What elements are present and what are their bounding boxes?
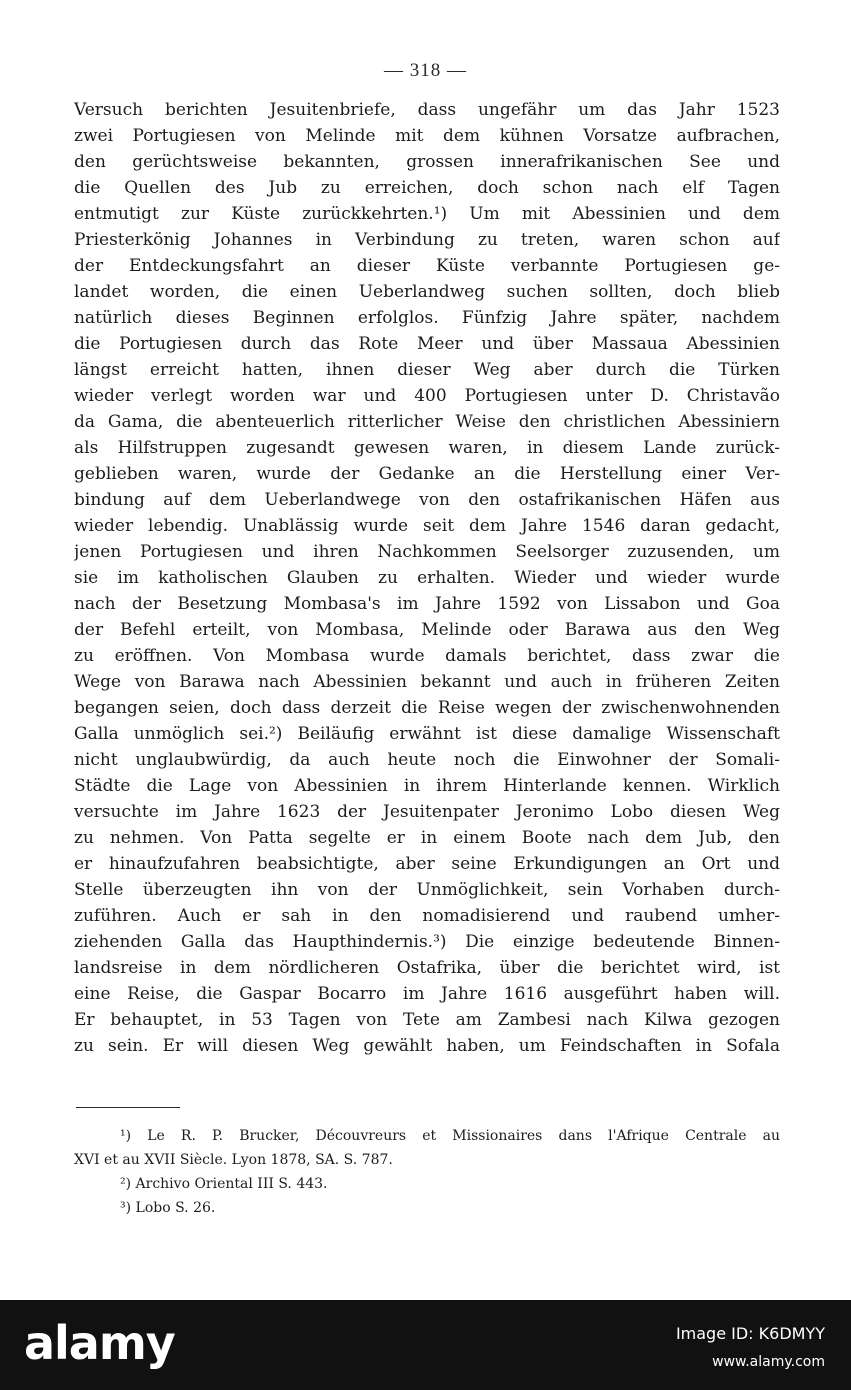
text-line: nach der Besetzung Mombasa's im Jahre 1592 von Lissabon und Goa xyxy=(74,594,780,614)
main-text-block xyxy=(74,97,780,1059)
text-line: Priesterkönig Johannes in Verbindung zu treten, waren schon auf xyxy=(74,230,780,250)
text-line: die Quellen des Jub zu erreichen, doch schon nach elf Tagen xyxy=(74,178,780,198)
text-line: eine Reise, die Gaspar Bocarro im Jahre 1616 ausgeführt haben will. xyxy=(74,984,780,1004)
text-line: den gerüchtsweise bekannten, grossen innerafrikanischen See und xyxy=(74,152,780,172)
alamy-logo: alamy xyxy=(24,1316,175,1370)
image-id-label: Image ID: K6DMYY xyxy=(675,1324,825,1343)
text-line: als Hilfstruppen zugesandt gewesen waren, in diesem Lande zurück- xyxy=(74,438,780,458)
text-line: jenen Portugiesen und ihren Nachkommen Seelsorger zuzusenden, um xyxy=(74,542,780,562)
text-line: zu sein. Er will diesen Weg gewählt haben, um Feindschaften in Sofala xyxy=(74,1036,780,1056)
text-line: begangen seien, doch dass derzeit die Reise wegen der zwischenwohnenden xyxy=(74,698,780,718)
watermark-url: www.alamy.com xyxy=(712,1354,825,1370)
text-line: Er behauptet, in 53 Tagen von Tete am Zambesi nach Kilwa gezogen xyxy=(74,1010,780,1030)
text-line: zu eröffnen. Von Mombasa wurde damals berichtet, dass zwar die xyxy=(74,646,780,666)
text-line: die Portugiesen durch das Rote Meer und über Massaua Abessinien xyxy=(74,334,780,354)
text-line: sie im katholischen Glauben zu erhalten. Wieder und wieder wurde xyxy=(74,568,780,588)
text-line: ziehenden Galla das Haupthindernis.³) Die einzige bedeutende Binnen- xyxy=(74,932,780,952)
text-line: der Befehl erteilt, von Mombasa, Melinde oder Barawa aus den Weg xyxy=(74,620,780,640)
footnote-3: ³) Lobo S. 26. xyxy=(120,1200,216,1216)
text-line: entmutigt zur Küste zurückkehrten.¹) Um mit Abessinien und dem xyxy=(74,204,780,224)
text-line: natürlich dieses Beginnen erfolglos. Fünfzig Jahre später, nachdem xyxy=(74,308,780,328)
text-line: da Gama, die abenteuerlich ritterlicher Weise den christlichen Abessiniern xyxy=(74,412,780,432)
text-line: wieder verlegt worden war und 400 Portugiesen unter D. Christavão xyxy=(74,386,780,406)
text-line: zuführen. Auch er sah in den nomadisierend und raubend umher- xyxy=(74,906,780,926)
text-line: der Entdeckungsfahrt an dieser Küste verbannte Portugiesen ge- xyxy=(74,256,780,276)
footnotes xyxy=(74,1124,780,1220)
footnote-1-line-2: XVI et au XVII Siècle. Lyon 1878, SA. S. 787. xyxy=(74,1152,393,1168)
footnote-1-line-1: ¹) Le R. P. Brucker, Découvreurs et Missionaires dans l'Afrique Centrale au xyxy=(120,1128,780,1144)
text-line: nicht unglaubwürdig, da auch heute noch die Einwohner der Somali- xyxy=(74,750,780,770)
text-line: Versuch berichten Jesuitenbriefe, dass ungefähr um das Jahr 1523 xyxy=(74,100,780,120)
text-line: zu nehmen. Von Patta segelte er in einem Boote nach dem Jub, den xyxy=(74,828,780,848)
footnote-2: ²) Archivo Oriental III S. 443. xyxy=(120,1176,328,1192)
text-line: geblieben waren, wurde der Gedanke an die Herstellung einer Ver- xyxy=(74,464,780,484)
text-line: bindung auf dem Ueberlandwege von den ostafrikanischen Häfen aus xyxy=(74,490,780,510)
text-line: zwei Portugiesen von Melinde mit dem kühnen Vorsatze aufbrachen, xyxy=(74,126,780,146)
text-line: Städte die Lage von Abessinien in ihrem Hinterlande kennen. Wirklich xyxy=(74,776,780,796)
stock-watermark-bar xyxy=(0,1300,851,1390)
text-line: wieder lebendig. Unablässig wurde seit dem Jahre 1546 daran gedacht, xyxy=(74,516,780,536)
text-line: Wege von Barawa nach Abessinien bekannt und auch in früheren Zeiten xyxy=(74,672,780,692)
page-number: — 318 — xyxy=(384,60,467,81)
text-line: er hinaufzufahren beabsichtigte, aber seine Erkundigungen an Ort und xyxy=(74,854,780,874)
text-line: Stelle überzeugten ihn von der Unmöglichkeit, sein Vorhaben durch- xyxy=(74,880,780,900)
text-line: versuchte im Jahre 1623 der Jesuitenpater Jeronimo Lobo diesen Weg xyxy=(74,802,780,822)
text-line: längst erreicht hatten, ihnen dieser Weg aber durch die Türken xyxy=(74,360,780,380)
text-line: Galla unmöglich sei.²) Beiläufig erwähnt ist diese damalige Wissenschaft xyxy=(74,724,780,744)
text-line: landet worden, die einen Ueberlandweg suchen sollten, doch blieb xyxy=(74,282,780,302)
footnote-divider xyxy=(76,1107,180,1108)
text-line: landsreise in dem nördlicheren Ostafrika, über die berichtet wird, ist xyxy=(74,958,780,978)
